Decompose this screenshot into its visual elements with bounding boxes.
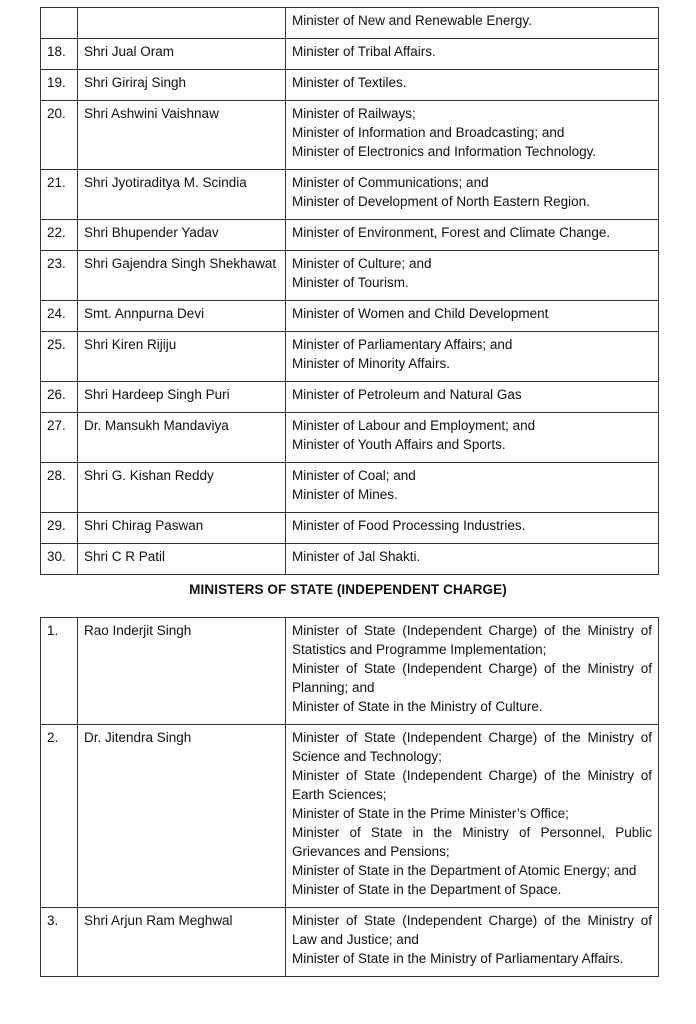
portfolio-line: Minister of State (Independent Charge) of the Ministry of Science and Technology;: [292, 730, 652, 764]
portfolio-cell: [286, 220, 659, 251]
minister-name-cell: [78, 70, 286, 101]
portfolio-line: Minister of Communications; and: [292, 175, 489, 190]
serial-number: 2.: [47, 730, 59, 745]
table-row: [41, 544, 659, 575]
minister-name-cell: [78, 413, 286, 463]
table-row: [41, 251, 659, 301]
portfolio-line: Minister of Textiles.: [292, 75, 407, 90]
table-row: [41, 908, 659, 977]
serial-number-cell: [41, 382, 78, 413]
minister-name-cell: [78, 8, 286, 39]
table-row: [41, 170, 659, 220]
portfolio-cell: [286, 39, 659, 70]
portfolio-cell: [286, 413, 659, 463]
table-row: [41, 513, 659, 544]
serial-number-cell: [41, 170, 78, 220]
table-row: [41, 301, 659, 332]
serial-number-cell: [41, 908, 78, 977]
serial-number: 1.: [47, 623, 59, 638]
table-row: [41, 8, 659, 39]
portfolio-cell: [286, 251, 659, 301]
serial-number: 28.: [47, 468, 66, 483]
portfolio-cell: [286, 382, 659, 413]
portfolio-line: Minister of New and Renewable Energy.: [292, 13, 532, 28]
portfolio-cell: [286, 618, 659, 725]
serial-number: [47, 8, 72, 19]
minister-name-cell: [78, 513, 286, 544]
table-row: [41, 332, 659, 382]
portfolio-line: Minister of Women and Child Development: [292, 306, 549, 321]
portfolio-line: Minister of State (Independent Charge) of the Ministry of Statistics and Programme Implementation;: [292, 623, 652, 657]
serial-number: 22.: [47, 225, 66, 240]
cabinet-ministers-rows: [41, 8, 659, 575]
minister-name: Shri Arjun Ram Meghwal: [84, 913, 233, 928]
table-row: [41, 463, 659, 513]
portfolio-cell: [286, 544, 659, 575]
portfolio-line: Minister of Culture; and: [292, 256, 432, 271]
serial-number-cell: [41, 8, 78, 39]
serial-number-cell: [41, 101, 78, 170]
minister-name-cell: [78, 618, 286, 725]
minister-name: Dr. Mansukh Mandaviya: [84, 418, 229, 433]
minister-name-cell: [78, 544, 286, 575]
portfolio-line: Minister of Tourism.: [292, 275, 409, 290]
portfolio-line: Minister of Parliamentary Affairs; and: [292, 337, 513, 352]
section-heading: MINISTERS OF STATE (INDEPENDENT CHARGE): [189, 582, 507, 597]
minister-name: Rao Inderjit Singh: [84, 623, 192, 638]
serial-number-cell: [41, 220, 78, 251]
minister-name-cell: [78, 382, 286, 413]
minister-name-cell: [78, 463, 286, 513]
serial-number: 26.: [47, 387, 66, 402]
minister-name-cell: [78, 101, 286, 170]
portfolio-line: Minister of State (Independent Charge) of the Ministry of Earth Sciences;: [292, 768, 652, 802]
portfolio-line: Minister of Petroleum and Natural Gas: [292, 387, 522, 402]
portfolio-line: Minister of Coal; and: [292, 468, 416, 483]
cabinet-ministers-table: [40, 7, 659, 575]
serial-number: 29.: [47, 518, 66, 533]
minister-name-cell: [78, 332, 286, 382]
table-row: [41, 382, 659, 413]
minister-name: Shri Gajendra Singh Shekhawat: [84, 256, 277, 271]
portfolio-line: Minister of Information and Broadcasting; and: [292, 125, 565, 140]
minister-name-cell: [78, 251, 286, 301]
table-row: [41, 413, 659, 463]
portfolio-cell: [286, 8, 659, 39]
serial-number: 27.: [47, 418, 66, 433]
serial-number-cell: [41, 413, 78, 463]
portfolio-line: Minister of Railways;: [292, 106, 416, 121]
portfolio-cell: [286, 70, 659, 101]
minister-name: Shri Jyotiraditya M. Scindia: [84, 175, 247, 190]
minister-name-cell: [78, 220, 286, 251]
portfolio-cell: [286, 908, 659, 977]
table-row: [41, 618, 659, 725]
portfolio-line: Minister of Tribal Affairs.: [292, 44, 436, 59]
portfolio-cell: [286, 725, 659, 908]
portfolio-cell: [286, 513, 659, 544]
serial-number: 23.: [47, 256, 66, 271]
table-row: [41, 70, 659, 101]
serial-number: 25.: [47, 337, 66, 352]
serial-number-cell: [41, 463, 78, 513]
portfolio-line: Minister of Food Processing Industries.: [292, 518, 526, 533]
portfolio-line: Minister of Youth Affairs and Sports.: [292, 437, 506, 452]
minister-name: Shri Ashwini Vaishnaw: [84, 106, 219, 121]
serial-number: 30.: [47, 549, 66, 564]
serial-number-cell: [41, 70, 78, 101]
serial-number: 18.: [47, 44, 66, 59]
minister-name-cell: [78, 39, 286, 70]
portfolio-line: Minister of State in the Ministry of Culture.: [292, 699, 543, 714]
portfolio-line: Minister of State in the Ministry of Personnel, Public Grievances and Pensions;: [292, 825, 652, 859]
minister-name: Shri Hardeep Singh Puri: [84, 387, 230, 402]
minister-name: Shri Kiren Rijiju: [84, 337, 177, 352]
minister-name: Shri Chirag Paswan: [84, 518, 204, 533]
minister-name: Shri C R Patil: [84, 549, 166, 564]
serial-number-cell: [41, 332, 78, 382]
portfolio-cell: [286, 101, 659, 170]
portfolio-line: Minister of Environment, Forest and Climate Change.: [292, 225, 611, 240]
serial-number-cell: [41, 39, 78, 70]
table-row: [41, 39, 659, 70]
table-row: [41, 725, 659, 908]
minister-name: [84, 8, 281, 19]
minister-name: Shri Jual Oram: [84, 44, 175, 59]
portfolio-line: Minister of State in the Ministry of Parliamentary Affairs.: [292, 951, 624, 966]
table-row: [41, 101, 659, 170]
portfolio-cell: [286, 170, 659, 220]
minister-name-cell: [78, 301, 286, 332]
minister-name: Shri G. Kishan Reddy: [84, 468, 214, 483]
portfolio-cell: [286, 332, 659, 382]
portfolio-cell: [286, 301, 659, 332]
serial-number-cell: [41, 251, 78, 301]
portfolio-cell: [286, 463, 659, 513]
serial-number: 3.: [47, 913, 59, 928]
minister-name: Dr. Jitendra Singh: [84, 730, 192, 745]
serial-number-cell: [41, 725, 78, 908]
serial-number-cell: [41, 513, 78, 544]
portfolio-line: Minister of Labour and Employment; and: [292, 418, 536, 433]
independent-charge-rows: [41, 618, 659, 977]
portfolio-line: Minister of Electronics and Information Technology.: [292, 144, 597, 159]
minister-name-cell: [78, 908, 286, 977]
portfolio-line: Minister of State in the Department of Atomic Energy; and: [292, 863, 637, 878]
portfolio-line: Minister of State (Independent Charge) of the Ministry of Law and Justice; and: [292, 913, 652, 947]
minister-name: Shri Giriraj Singh: [84, 75, 187, 90]
serial-number-cell: [41, 301, 78, 332]
serial-number: 19.: [47, 75, 66, 90]
minister-name-cell: [78, 725, 286, 908]
serial-number-cell: [41, 618, 78, 725]
portfolio-line: Minister of Minority Affairs.: [292, 356, 451, 371]
portfolio-line: Minister of State in the Department of Space.: [292, 882, 562, 897]
serial-number: 24.: [47, 306, 66, 321]
table-row: [41, 220, 659, 251]
minister-name: Smt. Annpurna Devi: [84, 306, 205, 321]
serial-number: 20.: [47, 106, 66, 121]
portfolio-line: Minister of State in the Prime Minister’s Office;: [292, 806, 569, 821]
minister-name-cell: [78, 170, 286, 220]
serial-number: 21.: [47, 175, 66, 190]
serial-number-cell: [41, 544, 78, 575]
portfolio-line: Minister of Mines.: [292, 487, 398, 502]
portfolio-line: Minister of Jal Shakti.: [292, 549, 421, 564]
independent-charge-table: [40, 617, 659, 977]
minister-name: Shri Bhupender Yadav: [84, 225, 219, 240]
portfolio-line: Minister of State (Independent Charge) of the Ministry of Planning; and: [292, 661, 652, 695]
portfolio-line: Minister of Development of North Eastern Region.: [292, 194, 590, 209]
